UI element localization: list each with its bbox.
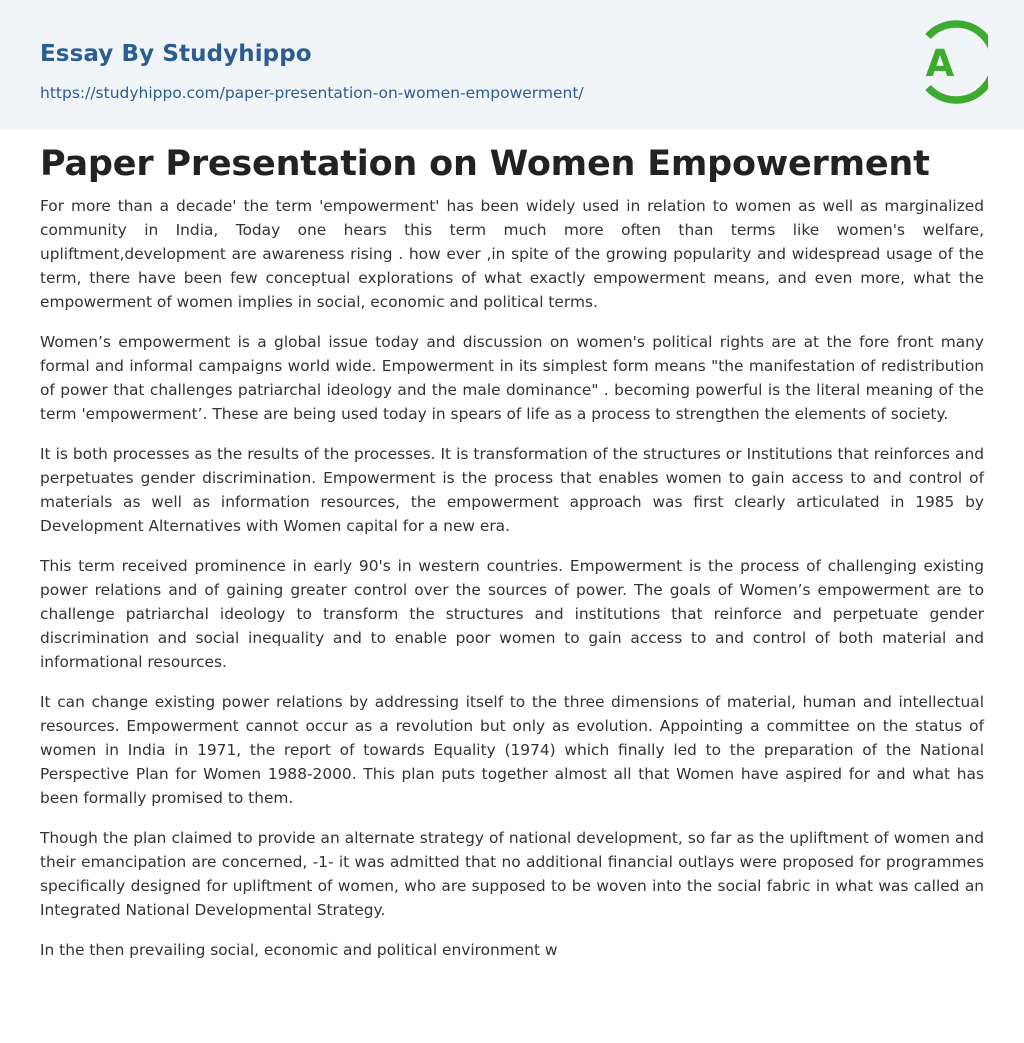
essay-paragraph: It can change existing power relations by addressing itself to the three dimensions of material, human and intellectual resources. Empowerment cannot occur as a revolution but only as evolution. Appointing a committee on the status of women in India in 1971, the report of towards Equality (1974) which finally led to the preparation of the National Perspective Plan for Women 1988-2000. This plan puts together almost all that Women have aspired for and what has been formally promised to them. [40, 693, 984, 807]
essay-body [40, 194, 984, 978]
essay-paragraph: For more than a decade' the term 'empowerment' has been widely used in relation to women as well as marginalized community in India, Today one hears this term much more often than terms like women's welfare, upliftment,development are awareness rising . how ever ,in spite of the growing popularity and widespread usage of the term, there have been few conceptual explorations of what exactly empowerment means, and even more, what the empowerment of women implies in social, economic and political terms. [40, 197, 984, 311]
essay-url-link[interactable]: https://studyhippo.com/paper-presentation-on-women-empowerment/ [40, 84, 584, 102]
logo-letter: A [925, 42, 955, 85]
studyhippo-logo-icon[interactable] [912, 18, 988, 106]
page-title: Paper Presentation on Women Empowerment [40, 144, 930, 184]
essay-paragraph: Women’s empowerment is a global issue today and discussion on women's political rights are at the fore front many formal and informal campaigns world wide. Empowerment in its simplest form means "the manifestation of redistribution of power that challenges patriarchal ideology and the male dominance" . becoming powerful is the literal meaning of the term 'empowerment’. These are being used today in spears of life as a process to strengthen the elements of society. [40, 333, 984, 423]
essay-paragraph-truncated: In the then prevailing social, economic and political environment w [40, 941, 558, 959]
brand-name[interactable]: Essay By Studyhippo [40, 41, 312, 67]
essay-paragraph: This term received prominence in early 90's in western countries. Empowerment is the process of challenging existing power relations and of gaining greater control over the sources of power. The goals of Women’s empowerment are to challenge patriarchal ideology to transform the structures and institutions that reinforce and perpetuate gender discrimination and social inequality and to enable poor women to gain access to and control of both material and informational resources. [40, 557, 984, 671]
essay-paragraph: It is both processes as the results of the processes. It is transformation of the structures or Institutions that reinforces and perpetuates gender discrimination. Empowerment is the process that enables women to gain access to and control of materials as well as information resources, the empowerment approach was first clearly articulated in 1985 by Development Alternatives with Women capital for a new era. [40, 445, 984, 535]
site-header [0, 0, 1024, 129]
essay-paragraph: Though the plan claimed to provide an alternate strategy of national development, so far as the upliftment of women and their emancipation are concerned, -1- it was admitted that no additional financial outlays were proposed for programmes specifically designed for upliftment of women, who are supposed to be woven into the social fabric in what was called an Integrated National Developmental Strategy. [40, 829, 984, 919]
